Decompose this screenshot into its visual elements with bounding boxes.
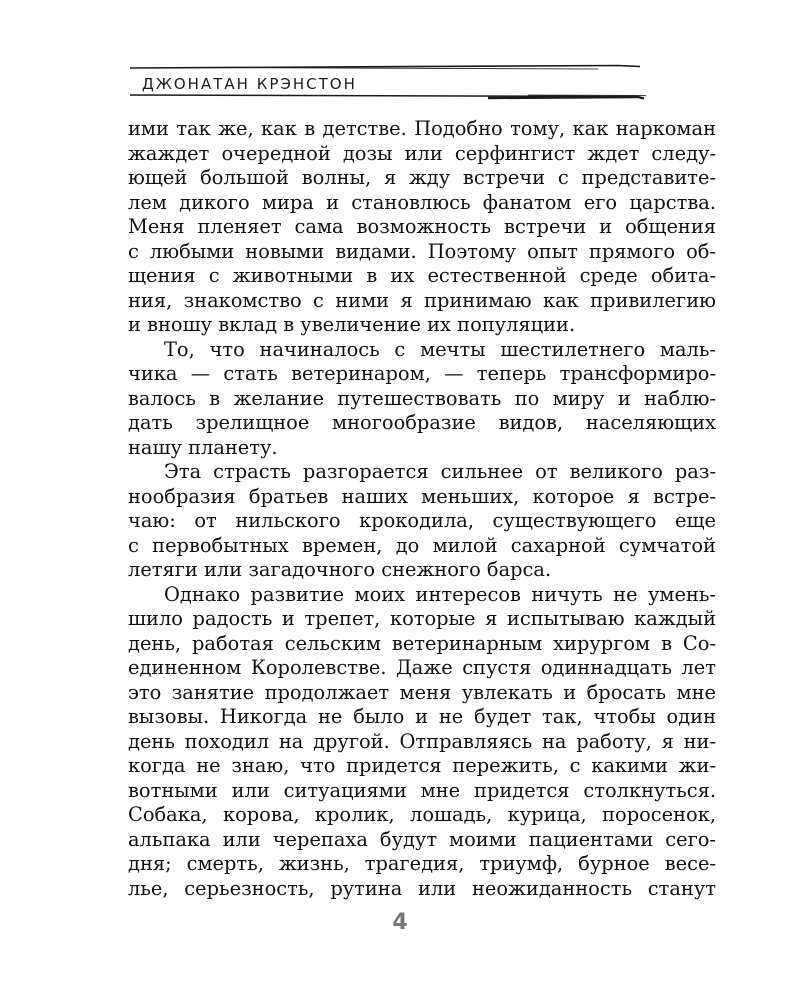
text-line: Однако развитие моих интересов ничуть не умень-	[164, 582, 716, 606]
text-line: нашу планету.	[128, 435, 278, 459]
text-line: единенном Королевстве. Даже спустя одиннадцать лет	[128, 656, 716, 679]
running-head	[128, 64, 648, 104]
text-line: лье, серьезность, рутина или неожиданность станут	[128, 876, 716, 900]
text-line: дать зрелищное многообразие видов, населяющих	[128, 411, 716, 434]
author-name: ДЖОНАТАН КРЭНСТОН	[142, 75, 357, 93]
text-line: и вношу вклад в увеличение их популяции.	[128, 313, 576, 336]
text-line: это занятие продолжает меня увлекать и бросать мне	[128, 680, 716, 704]
text-line: щения с животными в их естественной среде обита-	[128, 264, 716, 287]
text-line: нообразия братьев наших меньших, которое я встре-	[128, 484, 716, 508]
text-line: То, что начиналось с мечты шестилетнего маль-	[164, 337, 716, 361]
text-line: ими так же, как в детстве. Подобно тому, как наркоман	[128, 117, 716, 140]
text-line: ния, знакомство с ними я принимаю как привилегию	[128, 288, 716, 312]
text-line: лем дикого мира и становлюсь фанатом его царства.	[128, 190, 716, 214]
header-rule-bottom-fine	[528, 95, 646, 96]
text-line: вотными или ситуациями мне придется столкнуться.	[128, 778, 716, 802]
text-line: Меня пленяет сама возможность встречи и общения	[128, 215, 716, 238]
text-line: ющей большой волны, я жду встречи с представите-	[128, 166, 716, 189]
text-line: летяги или загадочного снежного барса.	[128, 558, 552, 581]
text-line: когда не знаю, что придется пережить, с какими жи-	[128, 754, 716, 777]
text-line: день, работая сельским ветеринарным хирургом в Со-	[128, 631, 716, 655]
body-text	[128, 117, 716, 901]
text-line: Эта страсть разгорается сильнее от великого раз-	[164, 460, 716, 483]
text-line: чика — стать ветеринаром, — теперь трансформиро-	[128, 362, 716, 385]
text-line: жаждет очередной дозы или серфингист ждет следу-	[128, 141, 716, 165]
text-line: дня; смерть, жизнь, трагедия, триумф, бурное весе-	[128, 852, 716, 875]
text-line: альпака или черепаха будут моими пациентами сего-	[128, 827, 716, 851]
page-number: 4	[392, 910, 408, 935]
text-line: день походил на другой. Отправляясь на работу, я ни-	[128, 729, 716, 753]
text-line: с первобытных времен, до милой сахарной сумчатой	[128, 533, 716, 557]
text-line: шило радость и трепет, которые я испытываю каждый	[128, 607, 716, 630]
text-line: чаю: от нильского крокодила, существующего еще	[128, 509, 716, 532]
text-line: вызовы. Никогда не было и не будет так, чтобы один	[128, 705, 716, 728]
header-rule-top-brush	[188, 68, 598, 70]
text-line: валось в желание путешествовать по миру и наблю-	[128, 386, 716, 410]
text-line: с любыми новыми видами. Поэтому опыт прямого об-	[128, 239, 716, 263]
header-rule-bottom-brush	[488, 97, 644, 99]
text-line: Собака, корова, кролик, лошадь, курица, поросенок,	[128, 803, 716, 826]
